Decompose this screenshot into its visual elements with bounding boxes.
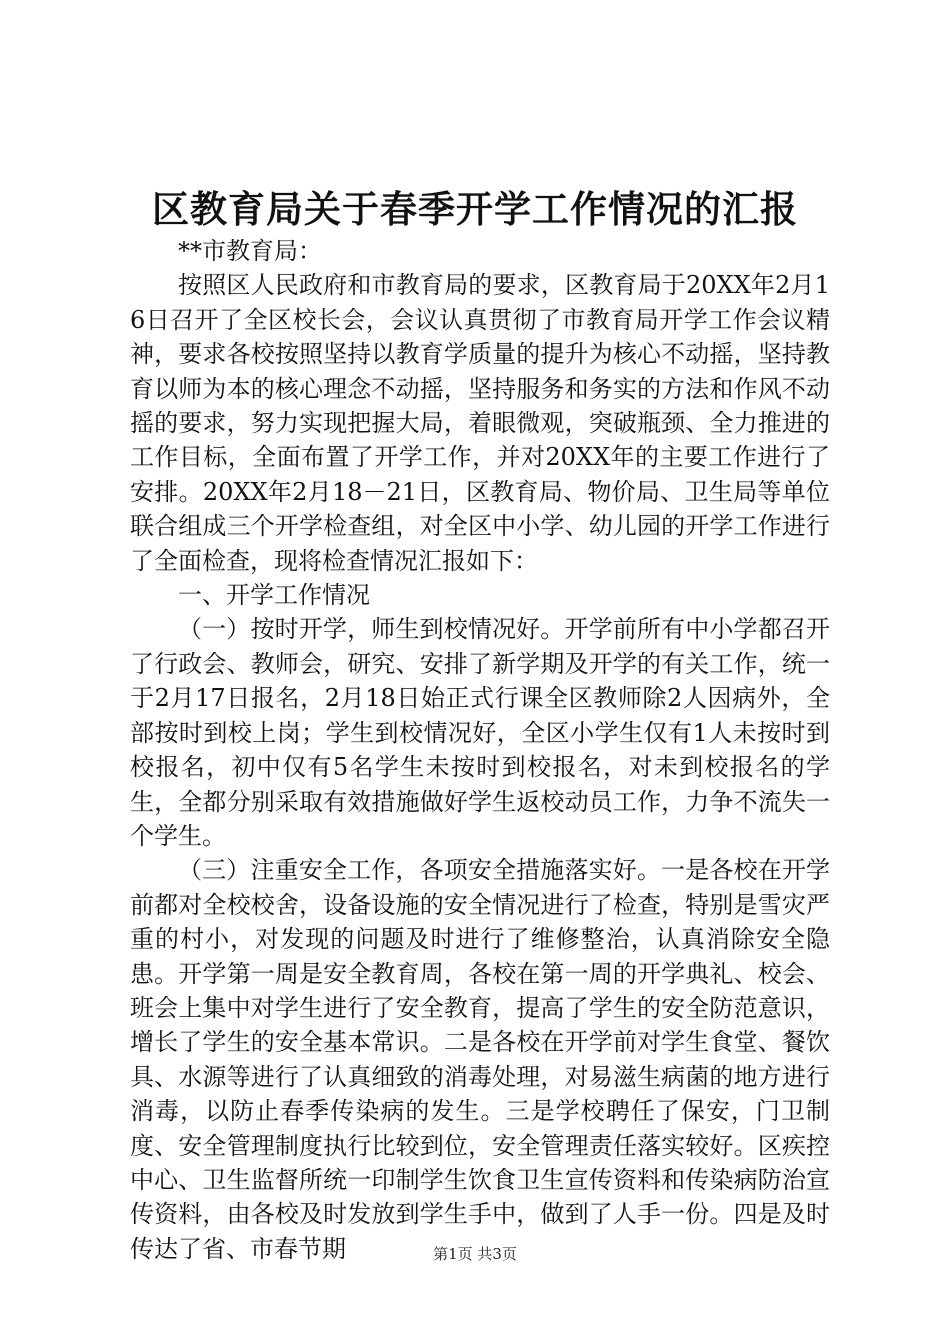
salutation: **市教育局： xyxy=(178,237,322,265)
paragraph-intro: 按照区人民政府和市教育局的要求，区教育局于20XX年2月16日召开了全区校长会，会议认真贯彻了市教育局开学工作会议精神，要求各校按照坚持以教育学质量的提升为核心不动摇，坚持教育以师为本的核心理念不动摇，坚持服务和务实的方法和作风不动摇的要求，努力实现把握大局，着眼微观，突破瓶颈、全力推进的工作目标，全面布置了开学工作，并对20XX年的主要工作进行了安排。20XX年2月18－21日，区教育局、物价局、卫生局等单位联合组成三个开学检查组，对全区中小学、幼儿园的开学工作进行了全面检查，现将检查情况汇报如下： xyxy=(130,271,830,575)
section-heading: 一、开学工作情况 xyxy=(178,581,370,610)
document-body xyxy=(130,234,830,1266)
document-title: 区教育局关于春季开学工作情况的汇报 xyxy=(152,187,798,231)
paragraph-section-3: （三）注重安全工作，各项安全措施落实好。一是各校在开学前都对全校校舍，设备设施的安全情况进行了检查，特别是雪灾严重的村小，对发现的问题及时进行了维修整治，认真消除安全隐患。开学第一周是安全教育周，各校在第一周的开学典礼、校会、班会上集中对学生进行了安全教育，提高了学生的安全防范意识，增长了学生的安全基本常识。二是各校在开学前对学生食堂、餐饮具、水源等进行了认真细致的消毒处理，对易滋生病菌的地方进行消毒，以防止春季传染病的发生。三是学校聘任了保安，门卫制度、安全管理制度执行比较到位，安全管理责任落实较好。区疾控中心、卫生监督所统一印制学生饮食卫生宣传资料和传染病防治宣传资料，由各校及时发放到学生手中，做到了人手一份。四是及时传达了省、市春节期 xyxy=(130,856,830,1263)
paragraph-section-1: （一）按时开学，师生到校情况好。开学前所有中小学都召开了行政会、教师会，研究、安排了新学期及开学的有关工作，统一于2月17日报名，2月18日始正式行课全区教师除2人因病外，全部按时到校上岗；学生到校情况好，全区小学生仅有1人未按时到校报名，初中仅有5名学生未按时到校报名，对未到校报名的学生，全都分别采取有效措施做好学生返校动员工作，力争不流失一个学生。 xyxy=(130,615,830,850)
page-footer: 第1页 共3页 xyxy=(433,1245,517,1263)
